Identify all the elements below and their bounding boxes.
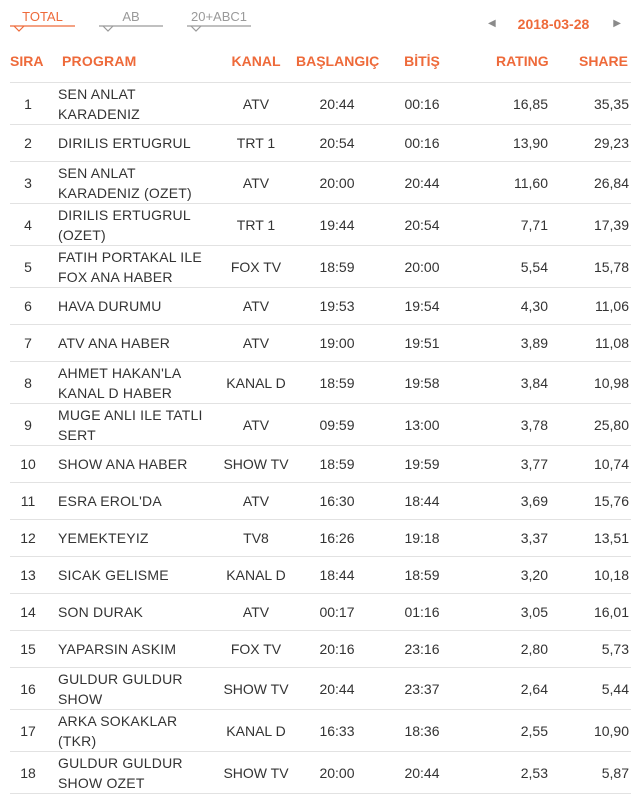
row-start-time: 18:59: [319, 456, 355, 472]
row-channel: TRT 1: [236, 135, 276, 151]
header-share: SHARE: [578, 53, 628, 69]
row-end-time: 18:44: [404, 493, 440, 509]
row-start-time: 16:33: [319, 722, 355, 739]
header-sira: SIRA: [10, 53, 44, 69]
row-rank: 2: [24, 135, 32, 151]
row-program: SICAK GELISME: [58, 567, 169, 583]
row-program: AHMET HAKAN'LA KANAL D HABER: [58, 364, 181, 401]
table-row: [10, 631, 631, 668]
row-channel: ATV: [242, 298, 270, 314]
row-share: 11,08: [595, 335, 629, 351]
row-start-time: 18:59: [319, 258, 355, 275]
table-row: [10, 204, 631, 246]
row-end-time: 13:00: [404, 416, 440, 433]
header-baslangic: BAŞLANGIÇ: [296, 53, 380, 69]
table-row: [10, 125, 631, 162]
row-program: MUGE ANLI ILE TATLI SERT: [58, 406, 203, 443]
row-channel: SHOW TV: [223, 680, 289, 697]
row-rank: 15: [20, 641, 36, 657]
row-start-time: 20:00: [319, 174, 355, 191]
row-end-time: 00:16: [404, 95, 440, 112]
row-channel: ATV: [242, 493, 270, 509]
row-share: 35,35: [593, 95, 629, 112]
table-row: [10, 446, 631, 483]
row-end-time: 19:51: [404, 335, 440, 351]
row-channel: ATV: [242, 174, 270, 191]
row-channel: SHOW TV: [223, 764, 289, 781]
row-channel: FOX TV: [230, 641, 282, 657]
row-channel: KANAL D: [226, 567, 286, 583]
row-program: YEMEKTEYIZ: [58, 530, 149, 546]
tab-underline: [99, 24, 163, 33]
row-end-time: 20:44: [404, 174, 440, 191]
table-header: [10, 40, 631, 83]
row-rating: 16,85: [512, 95, 548, 112]
row-rank: 13: [20, 567, 36, 583]
row-rating: 5,54: [520, 258, 548, 275]
row-rating: 3,77: [520, 456, 548, 472]
row-share: 5,73: [601, 641, 629, 657]
row-rating: 3,89: [520, 335, 548, 351]
row-share: 15,78: [593, 258, 629, 275]
table-row: [10, 162, 631, 204]
row-rank: 18: [20, 764, 36, 781]
table-row: [10, 710, 631, 752]
row-start-time: 20:54: [319, 135, 355, 151]
row-end-time: 19:59: [404, 456, 440, 472]
header-bitis: BİTİŞ: [404, 53, 440, 69]
tab-total[interactable]: [10, 9, 75, 33]
table-row: [10, 404, 631, 446]
tab-ab-label: AB: [122, 9, 140, 24]
table-row: [10, 520, 631, 557]
row-share: 25,80: [593, 416, 629, 433]
table-row: [10, 246, 631, 288]
row-rank: 16: [20, 680, 36, 697]
row-share: 26,84: [593, 174, 629, 191]
row-end-time: 23:16: [404, 641, 440, 657]
row-rating: 7,71: [520, 216, 548, 233]
row-start-time: 16:26: [319, 530, 355, 546]
row-program: ARKA SOKAKLAR (TKR): [58, 712, 178, 749]
row-channel: KANAL D: [226, 374, 286, 391]
row-start-time: 09:59: [319, 416, 355, 433]
ratings-table: [10, 40, 631, 794]
row-start-time: 00:17: [319, 604, 355, 620]
row-end-time: 00:16: [404, 135, 440, 151]
row-rating: 2,80: [520, 641, 548, 657]
table-row: [10, 362, 631, 404]
row-end-time: 18:36: [404, 722, 440, 739]
row-start-time: 20:44: [319, 680, 355, 697]
row-program: SEN ANLAT KARADENIZ: [58, 85, 140, 122]
row-rank: 4: [24, 216, 32, 233]
row-start-time: 18:44: [319, 567, 355, 583]
table-row: [10, 752, 631, 794]
triangle-right-icon[interactable]: ▶: [613, 18, 621, 29]
date-navigation: [488, 15, 621, 33]
row-channel: TRT 1: [236, 216, 276, 233]
row-share: 5,87: [601, 764, 629, 781]
row-rating: 3,05: [520, 604, 548, 620]
row-program: FATIH PORTAKAL ILE FOX ANA HABER: [58, 248, 202, 285]
header-rating: RATING: [496, 53, 549, 69]
row-share: 5,44: [601, 680, 629, 697]
row-rank: 5: [24, 258, 32, 275]
row-program: ATV ANA HABER: [58, 335, 171, 351]
tab-ab[interactable]: [99, 9, 163, 33]
row-rank: 10: [20, 456, 36, 472]
row-channel: ATV: [242, 335, 270, 351]
row-share: 16,01: [593, 604, 629, 620]
row-rating: 2,64: [520, 680, 548, 697]
row-end-time: 20:44: [404, 764, 440, 781]
top-bar: [0, 0, 631, 40]
row-start-time: 20:16: [319, 641, 355, 657]
row-rank: 9: [24, 416, 32, 433]
row-start-time: 18:59: [319, 374, 355, 391]
row-end-time: 20:00: [404, 258, 440, 275]
row-program: SEN ANLAT KARADENIZ (OZET): [58, 164, 192, 201]
row-rank: 1: [24, 95, 32, 112]
row-rank: 12: [20, 530, 36, 546]
row-rating: 3,69: [520, 493, 548, 509]
table-row: [10, 594, 631, 631]
row-start-time: 19:44: [319, 216, 355, 233]
row-program: SON DURAK: [58, 604, 144, 620]
row-program: HAVA DURUMU: [58, 298, 162, 314]
row-start-time: 20:00: [319, 764, 355, 781]
row-rating: 3,20: [520, 567, 548, 583]
row-program: DIRILIS ERTUGRUL: [58, 135, 191, 151]
row-start-time: 20:44: [319, 95, 355, 112]
row-program: GULDUR GULDUR SHOW OZET: [58, 754, 183, 791]
tab-underline: [187, 24, 251, 33]
row-end-time: 19:54: [404, 298, 440, 314]
table-row: [10, 483, 631, 520]
tab-20-abc1[interactable]: [187, 9, 251, 33]
table-row: [10, 557, 631, 594]
row-rating: 11,60: [514, 174, 548, 191]
row-start-time: 19:53: [319, 298, 355, 314]
row-rank: 7: [24, 335, 32, 351]
row-rating: 3,37: [520, 530, 548, 546]
tab-20-abc1-label: 20+ABC1: [190, 9, 247, 24]
row-share: 15,76: [593, 493, 629, 509]
header-kanal: KANAL: [231, 53, 281, 69]
row-rating: 3,78: [520, 416, 548, 433]
row-start-time: 19:00: [319, 335, 355, 351]
row-channel: ATV: [242, 416, 270, 433]
table-row: [10, 668, 631, 710]
row-rating: 13,90: [512, 135, 548, 151]
row-rank: 11: [20, 493, 36, 509]
row-end-time: 19:18: [404, 530, 440, 546]
table-row: [10, 288, 631, 325]
row-end-time: 20:54: [404, 216, 440, 233]
row-rank: 6: [24, 298, 32, 314]
tab-underline-active: [10, 24, 75, 33]
row-share: 10,74: [593, 456, 629, 472]
row-channel: ATV: [242, 604, 270, 620]
row-channel: FOX TV: [230, 258, 282, 275]
table-row: [10, 83, 631, 125]
row-rank: 3: [24, 174, 32, 191]
row-program: YAPARSIN ASKIM: [58, 641, 177, 657]
row-channel: ATV: [242, 95, 270, 112]
row-channel: TV8: [243, 530, 269, 546]
row-program: ESRA EROL'DA: [58, 493, 162, 509]
row-share: 10,98: [593, 374, 629, 391]
row-share: 10,18: [593, 567, 629, 583]
row-rank: 8: [24, 374, 32, 391]
triangle-left-icon[interactable]: ◀: [487, 18, 496, 29]
row-rating: 2,55: [520, 722, 548, 739]
row-channel: KANAL D: [226, 722, 286, 739]
row-rank: 14: [20, 604, 36, 620]
row-share: 29,23: [593, 135, 629, 151]
row-share: 10,90: [593, 722, 629, 739]
row-program: SHOW ANA HABER: [58, 456, 188, 472]
row-rating: 3,84: [520, 374, 548, 391]
row-end-time: 01:16: [404, 604, 440, 620]
row-end-time: 23:37: [404, 680, 440, 697]
table-body: [10, 83, 631, 794]
row-rating: 2,53: [520, 764, 548, 781]
row-end-time: 19:58: [404, 374, 440, 391]
row-rank: 17: [20, 722, 36, 739]
row-channel: SHOW TV: [223, 456, 289, 472]
current-date: 2018-03-28: [517, 16, 590, 32]
row-share: 11,06: [595, 298, 629, 314]
row-share: 17,39: [593, 216, 629, 233]
row-start-time: 16:30: [319, 493, 355, 509]
row-program: DIRILIS ERTUGRUL (OZET): [58, 206, 191, 243]
row-program: GULDUR GULDUR SHOW: [58, 670, 183, 707]
row-share: 13,51: [593, 530, 629, 546]
tab-total-label: TOTAL: [22, 9, 63, 24]
header-program: PROGRAM: [62, 53, 137, 69]
row-rating: 4,30: [520, 298, 548, 314]
row-end-time: 18:59: [404, 567, 440, 583]
table-row: [10, 325, 631, 362]
